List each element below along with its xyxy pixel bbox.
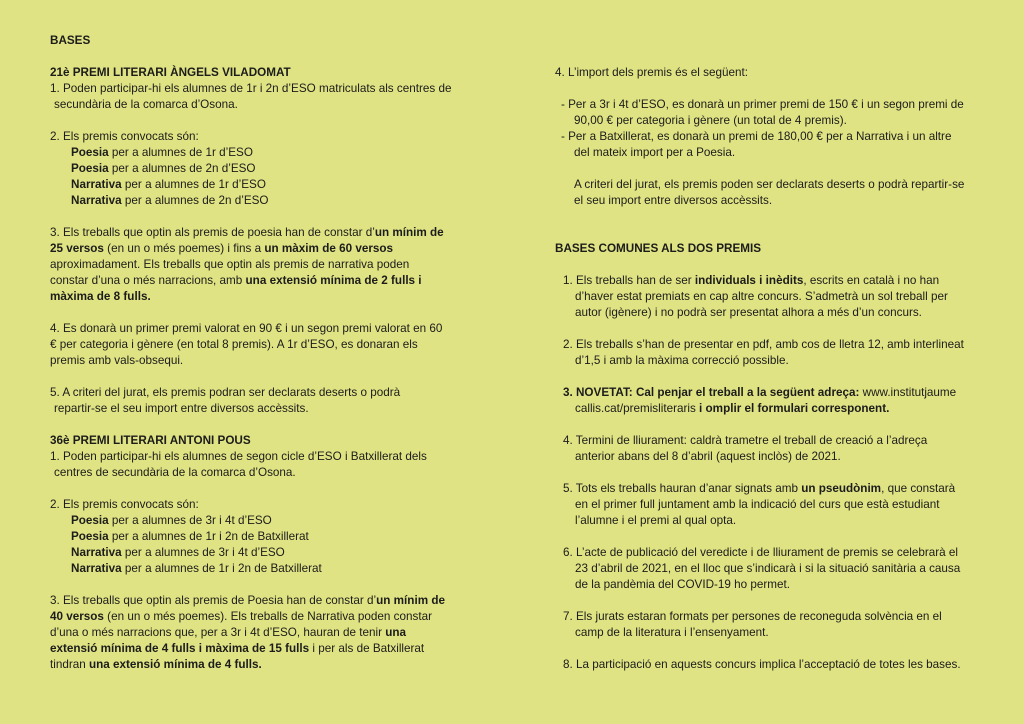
premi1-p4-line2: € per categoria i gènere (en total 8 premis). A 1r d’ESO, es donaran els — [50, 338, 418, 351]
common-c2-line1: 2. Els treballs s’han de presentar en pdf, amb cos de lletra 12, amb interlineat — [563, 338, 964, 351]
common-c4-line2: anterior abans del 8 d’abril (aquest inclòs) de 2021. — [575, 450, 841, 463]
premi1-p3-line1: 3. Els treballs que optin als premis de poesia han de constar d’un mínim de — [50, 226, 444, 239]
bases-title: BASES — [50, 34, 91, 47]
premi2-p3-line3: d’una o més narracions que, per a 3r i 4t d’ESO, hauran de tenir una — [50, 626, 407, 639]
premi1-p3-line5: màxima de 8 fulls. — [50, 290, 151, 303]
common-c5-line1: 5. Tots els treballs hauran d’anar signats amb un pseudònim, que constarà — [563, 482, 956, 495]
common-c2-line2: d’1,5 i amb la màxima correcció possible. — [575, 354, 789, 367]
premi2-p4-item2-line1: - Per a Batxillerat, es donarà un premi de 180,00 € per a Narrativa i un altre — [561, 130, 952, 143]
premi2-p3-line4: extensió mínima de 4 fulls i màxima de 15 fulls i per als de Batxillerat — [50, 642, 425, 655]
premi2-p3-line1: 3. Els treballs que optin als premis de Poesia han de constar d’un mínim de — [50, 594, 445, 607]
common-c3-line2: callis.cat/premisliteraris i omplir el formulari corresponent. — [575, 402, 890, 415]
premi2-p1-line2: centres de secundària de la comarca d’Osona. — [54, 466, 296, 479]
common-c4-line1: 4. Termini de lliurament: caldrà trametre el treball de creació a l’adreça — [563, 434, 928, 447]
common-c6-line3: de la pandèmia del COVID-19 ho permet. — [575, 578, 791, 591]
premi1-category: Poesia per a alumnes de 1r d’ESO — [71, 146, 253, 159]
premi2-p4-intro: 4. L’import dels premis és el següent: — [555, 66, 748, 79]
premi2-p1-line1: 1. Poden participar-hi els alumnes de segon cicle d’ESO i Batxillerat dels — [50, 450, 427, 463]
premi1-p3-line2: 25 versos (en un o més poemes) i fins a un màxim de 60 versos — [50, 242, 394, 255]
premi2-p5-line2: el seu import entre diversos accèssits. — [574, 194, 773, 207]
premi1-p1-line2: secundària de la comarca d’Osona. — [54, 98, 238, 111]
premi2-category: Narrativa per a alumnes de 3r i 4t d’ESO — [71, 546, 285, 559]
premi1-p4-line1: 4. Es donarà un primer premi valorat en 90 € i un segon premi valorat en 60 — [50, 322, 443, 335]
premi2-category: Narrativa per a alumnes de 1r i 2n de Batxillerat — [71, 562, 322, 575]
premi2-category: Poesia per a alumnes de 1r i 2n de Batxillerat — [71, 530, 309, 543]
common-c5-line3: l’alumne i el premi al qual opta. — [575, 514, 737, 527]
common-c1-line3: autor (igènere) i no podrà ser presentat alhora a més d’un concurs. — [575, 306, 922, 319]
common-c7-line2: camp de la literatura i l’ensenyament. — [575, 626, 769, 639]
premi1-p5-line1: 5. A criteri del jurat, els premis podran ser declarats deserts o podrà — [50, 386, 401, 399]
premi1-p3-line4: constar d’una o més narracions, amb una extensió mínima de 2 fulls i — [50, 274, 422, 287]
common-c3-line1: 3. NOVETAT: Cal penjar el treball a la següent adreça: www.institutjaume — [563, 386, 957, 399]
premi2-category: Poesia per a alumnes de 3r i 4t d’ESO — [71, 514, 272, 527]
premi1-p2-intro: 2. Els premis convocats són: — [50, 130, 199, 143]
premi1-category: Narrativa per a alumnes de 1r d’ESO — [71, 178, 266, 191]
premi2-p3-line5: tindran una extensió mínima de 4 fulls. — [50, 658, 262, 671]
premi2-p2-intro: 2. Els premis convocats són: — [50, 498, 199, 511]
common-c1-line1: 1. Els treballs han de ser individuals i inèdits, escrits en català i no han — [563, 274, 940, 287]
common-c1-line2: d’haver estat premiats en cap altre concurs. S’admetrà un sol treball per — [575, 290, 948, 303]
common-c5-line2: en el primer full juntament amb la indicació del curs que està estudiant — [575, 498, 940, 511]
premi1-title: 21è PREMI LITERARI ÀNGELS VILADOMAT — [50, 66, 291, 79]
premi2-p4-item1-line2: 90,00 € per categoria i gènere (un total de 4 premis). — [574, 114, 847, 127]
premi2-p3-line2: 40 versos (en un o més poemes). Els treballs de Narrativa poden constar — [50, 610, 432, 623]
premi2-title: 36è PREMI LITERARI ANTONI POUS — [50, 434, 251, 447]
premi1-p1-line1: 1. Poden participar-hi els alumnes de 1r i 2n d’ESO matriculats als centres de — [50, 82, 452, 95]
common-c7-line1: 7. Els jurats estaran formats per persones de reconeguda solvència en el — [563, 610, 942, 623]
common-c6-line1: 6. L’acte de publicació del veredicte i de lliurament de premis se celebrarà el — [563, 546, 958, 559]
common-c8-line1: 8. La participació en aquests concurs implica l’acceptació de totes les bases. — [563, 658, 961, 671]
common-bases-title: BASES COMUNES ALS DOS PREMIS — [555, 242, 762, 255]
premi1-p4-line3: premis amb vals-obsequi. — [50, 354, 184, 367]
premi1-p5-line2: repartir-se el seu import entre diversos accèssits. — [54, 402, 309, 415]
premi1-p3-line3: aproximadament. Els treballs que optin als premis de narrativa poden — [50, 258, 410, 271]
premi1-category: Poesia per a alumnes de 2n d’ESO — [71, 162, 256, 175]
premi2-p4-item2-line2: del mateix import per a Poesia. — [574, 146, 736, 159]
premi2-p4-item1-line1: - Per a 3r i 4t d’ESO, es donarà un primer premi de 150 € i un segon premi de — [561, 98, 964, 111]
premi1-category: Narrativa per a alumnes de 2n d’ESO — [71, 194, 269, 207]
common-c6-line2: 23 d’abril de 2021, en el lloc que s’indicarà i si la situació sanitària a causa — [575, 562, 961, 575]
premi2-p5-line1: A criteri del jurat, els premis poden ser declarats deserts o podrà repartir-se — [574, 178, 965, 191]
